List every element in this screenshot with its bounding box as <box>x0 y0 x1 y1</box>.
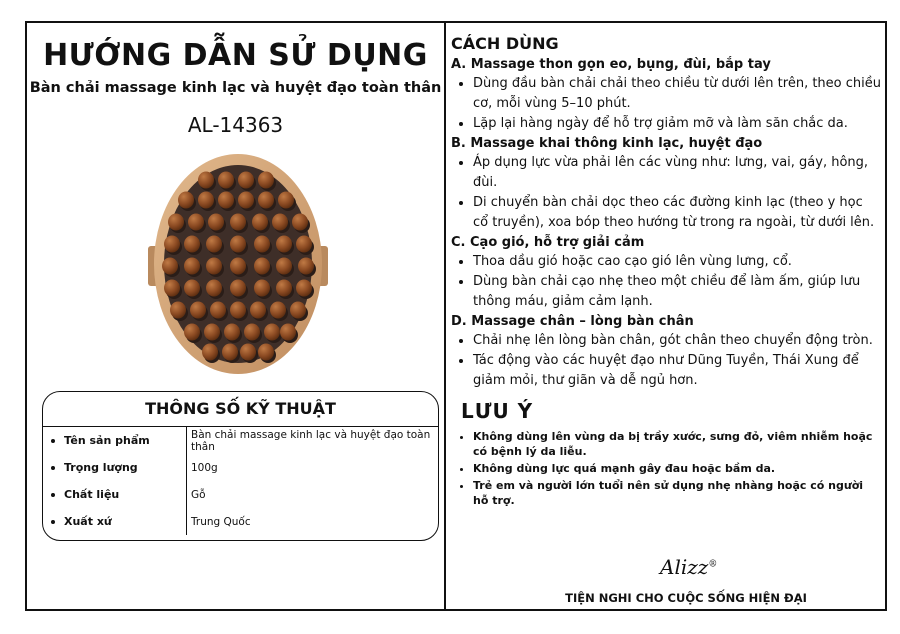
brush-pin <box>206 280 222 297</box>
brush-pin <box>296 236 312 253</box>
brush-pin <box>230 258 246 275</box>
spec-title: THÔNG SỐ KỸ THUẬT <box>43 392 438 427</box>
spec-value: Gỗ <box>191 488 206 501</box>
spec-row <box>43 508 438 535</box>
brush-pin <box>222 344 238 361</box>
usage-column <box>451 34 881 510</box>
note-item: • Trẻ em và người lớn tuổi nên sử dụng nhẹ nhàng hoặc có người hỗ trợ. <box>473 478 881 508</box>
brush-pin <box>198 172 214 189</box>
list-item: • Dùng đầu bàn chải chải theo chiều từ dưới lên trên, theo chiều cơ, mỗi vùng 5–10 phút. <box>473 74 881 114</box>
page-title: HƯỚNG DẪN SỬ DỤNG <box>43 38 428 73</box>
brush-pin <box>238 172 254 189</box>
brush-pin <box>178 192 194 209</box>
brush-pin <box>164 280 180 297</box>
brush-pin <box>224 324 240 341</box>
brush-pin <box>218 192 234 209</box>
brush-pin <box>276 236 292 253</box>
wooden-massage-brush-image <box>148 148 328 380</box>
brush-pin <box>258 192 274 209</box>
section-title: B. Massage khai thông kinh lạc, huyệt đạo <box>451 136 763 151</box>
notes-list <box>451 429 881 508</box>
bullet-icon <box>51 439 55 443</box>
brush-pin <box>240 344 256 361</box>
brand-tagline: TIỆN NGHI CHO CUỘC SỐNG HIỆN ĐẠI <box>565 591 807 605</box>
model-number: AL-14363 <box>187 113 284 137</box>
spec-row <box>43 427 438 454</box>
brush-pin <box>298 258 314 275</box>
brush-pin <box>278 192 294 209</box>
brush-pin <box>184 258 200 275</box>
spec-box <box>42 391 439 541</box>
brush-pin <box>170 302 186 319</box>
brush-pin <box>206 258 222 275</box>
list-item: • Tác động vào các huyệt đạo như Dũng Tuyền, Thái Xung để giảm mỏi, thư giãn và dễ ngủ hơn. <box>473 351 881 391</box>
brush-pin <box>244 324 260 341</box>
brush-pin <box>164 236 180 253</box>
spec-key: Xuất xứ <box>43 508 187 535</box>
brush-pin <box>292 214 308 231</box>
list-item: • Chải nhẹ lên lòng bàn chân, gót chân theo chuyển động tròn. <box>473 331 881 351</box>
brush-pin <box>208 214 224 231</box>
section-title: C. Cạo gió, hỗ trợ giải cảm <box>451 235 645 250</box>
spec-value: Bàn chải massage kinh lạc và huyệt đạo toàn thân <box>191 428 431 453</box>
brush-pin <box>188 214 204 231</box>
list-item: • Thoa dầu gió hoặc cao cạo gió lên vùng lưng, cổ. <box>473 252 881 272</box>
brush-pin <box>280 324 296 341</box>
brush-pin <box>254 280 270 297</box>
product-subtitle: Bàn chải massage kinh lạc và huyệt đạo toàn thân <box>29 80 442 96</box>
spec-table <box>43 427 438 535</box>
section-list <box>451 74 881 134</box>
brush-pins <box>162 172 316 364</box>
column-divider <box>444 21 446 611</box>
brush-pin <box>252 214 268 231</box>
brush-pin <box>184 236 200 253</box>
list-item: • Lặp lại hàng ngày để hỗ trợ giảm mỡ và làm săn chắc da. <box>473 114 881 134</box>
brush-pin <box>230 214 246 231</box>
brush-pin <box>162 258 178 275</box>
brush-pin <box>270 302 286 319</box>
spec-key: Trọng lượng <box>43 454 187 481</box>
brush-pin <box>296 280 312 297</box>
brush-pin <box>184 324 200 341</box>
section-title: A. Massage thon gọn eo, bụng, đùi, bắp tay <box>451 57 771 72</box>
notes-heading: LƯU Ý <box>461 399 534 423</box>
brush-pin <box>168 214 184 231</box>
brush-pin <box>272 214 288 231</box>
brush-pin <box>204 324 220 341</box>
brush-pin <box>184 280 200 297</box>
section-title: D. Massage chân – lòng bàn chân <box>451 314 694 329</box>
brush-pin <box>250 302 266 319</box>
spec-row <box>43 454 438 481</box>
brush-pin <box>190 302 206 319</box>
brush-pin <box>254 236 270 253</box>
brush-pin <box>230 280 246 297</box>
list-item: • Di chuyển bàn chải dọc theo các đường kinh lạc (theo y học cổ truyền), xoa bóp theo hướng từ trong ra ngoài, từ dưới lên. <box>473 193 881 233</box>
spec-value: Trung Quốc <box>191 515 251 528</box>
brush-pin <box>276 280 292 297</box>
brush-pin <box>210 302 226 319</box>
brand-logo: Alizz® <box>660 555 718 579</box>
brush-pin <box>276 258 292 275</box>
brush-pin <box>258 172 274 189</box>
brush-pin <box>230 302 246 319</box>
brush-pin <box>254 258 270 275</box>
brush-pin <box>264 324 280 341</box>
brush-pin <box>206 236 222 253</box>
bullet-icon <box>51 493 55 497</box>
list-item: • Dùng bàn chải cạo nhẹ theo một chiều để làm ấm, giúp lưu thông máu, giảm cảm lạnh. <box>473 272 881 312</box>
brush-pin <box>218 172 234 189</box>
bullet-icon <box>51 466 55 470</box>
list-item: • Áp dụng lực vừa phải lên các vùng như: lưng, vai, gáy, hông, đùi. <box>473 153 881 193</box>
brush-pin <box>258 344 274 361</box>
section-list <box>451 153 881 233</box>
spec-key: Tên sản phẩm <box>43 427 187 454</box>
brush-pin <box>238 192 254 209</box>
note-item: • Không dùng lực quá mạnh gây đau hoặc bầm da. <box>473 461 881 476</box>
usage-heading: CÁCH DÙNG <box>451 34 559 53</box>
brush-pin <box>230 236 246 253</box>
brush-pin <box>202 344 218 361</box>
spec-value: 100g <box>191 461 218 474</box>
bullet-icon <box>51 520 55 524</box>
spec-row <box>43 481 438 508</box>
section-list <box>451 331 881 391</box>
brush-pin <box>198 192 214 209</box>
section-list <box>451 252 881 312</box>
spec-key: Chất liệu <box>43 481 187 508</box>
brush-pin <box>290 302 306 319</box>
note-item: • Không dùng lên vùng da bị trầy xước, sưng đỏ, viêm nhiễm hoặc có bệnh lý da liễu. <box>473 429 881 459</box>
